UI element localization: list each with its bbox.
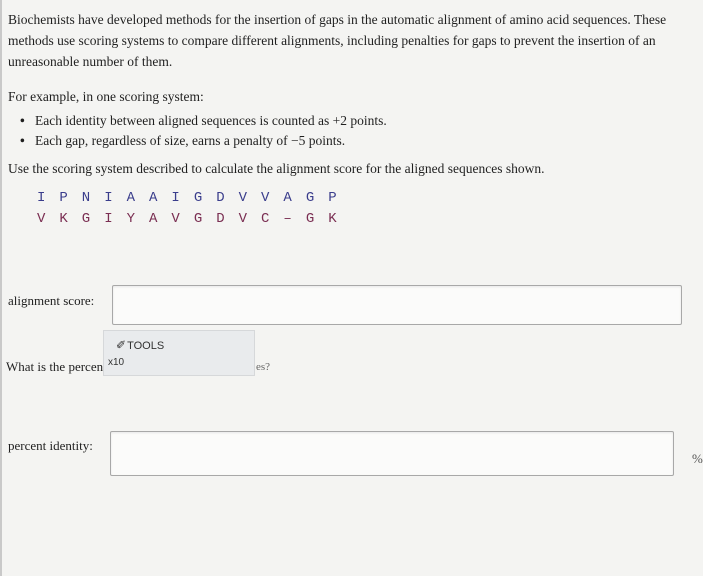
intro-paragraph: Biochemists have developed methods for the insertion of gaps in the automatic alignment of amino acid sequences. These methods use scoring systems to compare different alignments, including penalties for gaps to prevent the insertion of an unreasonable number of them. <box>8 12 667 69</box>
list-item: • Each gap, regardless of size, earns a penalty of −5 points. <box>20 131 387 151</box>
sequence-2: V K G I Y A V G D V C – G K <box>37 211 340 227</box>
alignment-score-label: alignment score: <box>8 293 95 308</box>
percent-identity-question: What is the percen <box>6 359 104 374</box>
percent-identity-input[interactable] <box>110 431 674 476</box>
sequence-1: I P N I A A I G D V V A G P <box>37 190 340 206</box>
percent-identity-label: percent identity: <box>8 438 93 453</box>
wrench-icon: ✐ <box>116 338 127 352</box>
question-tail: es? <box>256 361 271 373</box>
example-lead: For example, in one scoring system: <box>8 89 204 104</box>
percent-unit: % <box>692 451 703 466</box>
scoring-rules-list <box>20 111 387 151</box>
tools-popup[interactable] <box>103 330 255 376</box>
tools-button[interactable] <box>116 338 164 352</box>
instruction-text: Use the scoring system described to calculate the alignment score for the aligned sequences shown. <box>8 161 545 176</box>
x10-button[interactable]: x10 <box>108 357 125 368</box>
tools-label: TOOLS <box>127 340 165 352</box>
alignment-score-input[interactable] <box>112 285 682 325</box>
left-border <box>0 0 2 576</box>
list-item: • Each identity between aligned sequences is counted as +2 points. <box>20 111 387 131</box>
